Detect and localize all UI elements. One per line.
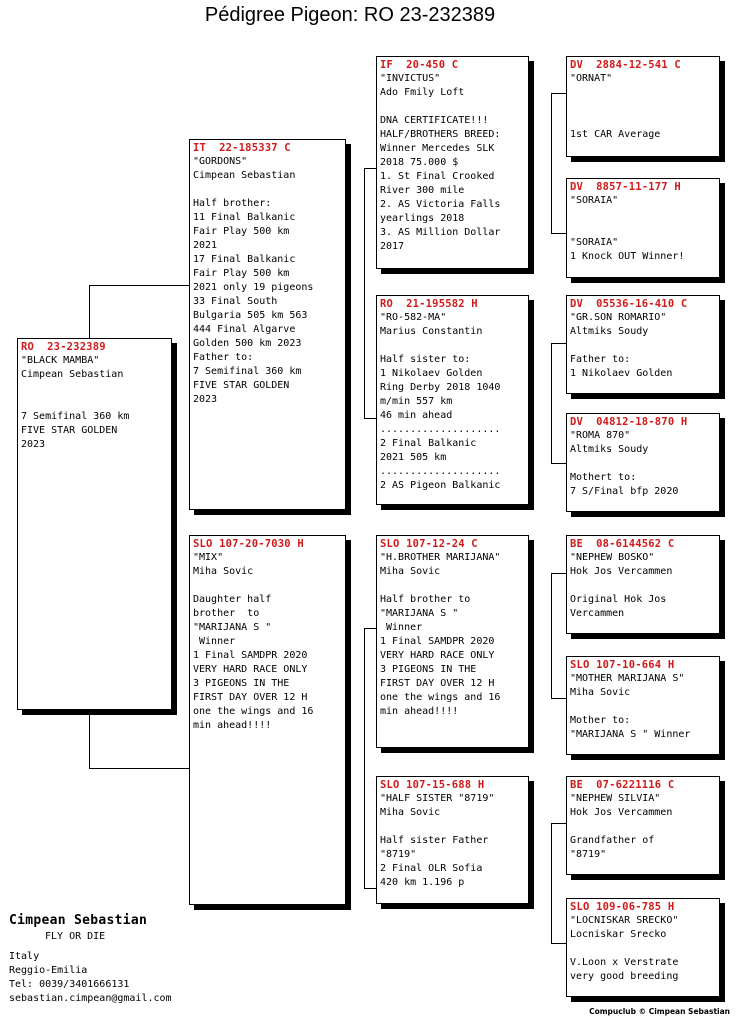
connector-dam-ds — [364, 628, 376, 629]
connector-subject-dam-h — [89, 768, 190, 769]
bird-info-line: Miha Sovic — [193, 566, 254, 577]
bird-info-line — [570, 339, 716, 353]
bird-info-line: 1. St Final Crooked — [380, 171, 495, 182]
bird-info-line: Miha Sovic — [380, 807, 441, 818]
bird-info-line — [570, 100, 716, 114]
bird-info-line: 2017 — [380, 241, 405, 252]
bird-info-line: Vercammen — [570, 608, 625, 619]
bird-info-line: FIVE STAR GOLDEN — [21, 425, 118, 436]
bird-info-line: "ORNAT" — [570, 73, 613, 84]
connector-sd-sdd — [551, 463, 566, 464]
bird-card-sire-sire — [376, 56, 529, 269]
bird-info-line: VERY HARD RACE ONLY — [380, 650, 495, 661]
bird-info-line: 7 Semifinal 360 km — [21, 411, 130, 422]
bird-info-line: Altmiks Soudy — [570, 326, 649, 337]
bird-info-line: 1 Knock OUT Winner! — [570, 251, 685, 262]
bird-info-line: FIRST DAY OVER 12 H — [193, 692, 308, 703]
ring-number: BE 07-6221116 C — [570, 779, 675, 791]
connector-ds-parents — [551, 573, 552, 698]
connector-ds-dss — [551, 573, 566, 574]
bird-card-dsd — [566, 656, 720, 755]
bird-info-line: very good breeding — [570, 971, 679, 982]
bird-info-line: 1 Final SAMDPR 2020 — [380, 636, 495, 647]
ring-number: DV 2884-12-541 C — [570, 59, 681, 71]
ring-number: RO 21-195582 H — [380, 298, 478, 310]
bird-info-line: 7 S/Final bfp 2020 — [570, 486, 679, 497]
bird-info-line: "LOCNISKAR SRECKO" — [570, 915, 679, 926]
bird-info-line: VERY HARD RACE ONLY — [193, 664, 308, 675]
bird-info-line — [570, 579, 716, 593]
bird-info-line: "NEPHEW BOSKO" — [570, 552, 655, 563]
bird-info-line: Fair Play 500 km — [193, 268, 290, 279]
bird-info-line: 2 Final Balkanic — [380, 438, 477, 449]
bird-info-line — [570, 457, 716, 471]
bird-info-line — [380, 820, 525, 834]
bird-info-line — [193, 183, 342, 197]
bird-info-line: Half sister Father — [380, 835, 489, 846]
bird-info-line: 1 Nikolaev Golden — [570, 368, 673, 379]
connector-sd-parents — [551, 343, 552, 463]
bird-info-line: 3 PIGEONS IN THE — [380, 664, 477, 675]
bird-info-line: 2021 only 19 pigeons — [193, 282, 314, 293]
bird-info-line: Half brother: — [193, 198, 272, 209]
bird-info-line: FIVE STAR GOLDEN — [193, 380, 290, 391]
bird-info-line: "SORAIA" — [570, 195, 619, 206]
bird-card-dam-dam — [376, 776, 529, 904]
ring-number: SLO 107-15-688 H — [380, 779, 485, 791]
bird-info-line: 2 Final OLR Sofia — [380, 863, 483, 874]
bird-info-line: 3 PIGEONS IN THE — [193, 678, 290, 689]
bird-info-line: Winner — [380, 622, 423, 633]
bird-info-line: 2023 — [193, 394, 218, 405]
bird-info-line: min ahead!!!! — [193, 720, 272, 731]
bird-info-line: Miha Sovic — [570, 687, 631, 698]
connector-sire-sd — [364, 418, 376, 419]
bird-info-line: 444 Final Algarve — [193, 324, 296, 335]
connector-ss-parents — [551, 93, 552, 233]
bird-info-line: one the wings and 16 — [193, 706, 314, 717]
bird-info-line: Hok Jos Vercammen — [570, 566, 673, 577]
bird-info-line: Mother to: — [570, 715, 631, 726]
bird-info-line: Cimpean Sebastian — [21, 369, 124, 380]
connector-ds-dsd — [551, 698, 566, 699]
bird-info-line: Miha Sovic — [380, 566, 441, 577]
ring-number: BE 08-6144562 C — [570, 538, 675, 550]
bird-info-line: DNA CERTIFICATE!!! — [380, 115, 489, 126]
owner-motto: FLY OR DIE — [45, 931, 106, 942]
bird-info-line: Hok Jos Vercammen — [570, 807, 673, 818]
bird-info-line: "8719" — [380, 849, 417, 860]
bird-card-ssd — [566, 178, 720, 278]
bird-card-dds — [566, 776, 720, 875]
connector-sire-ss — [364, 168, 376, 169]
page-title: Pédigree Pigeon: RO 23-232389 — [204, 4, 496, 26]
bird-info-line — [570, 942, 716, 956]
connector-dd-dds — [551, 823, 566, 824]
bird-info-line: "HALF SISTER "8719" — [380, 793, 495, 804]
bird-info-line: .................... — [380, 466, 501, 477]
bird-info-line: River 300 mile — [380, 185, 465, 196]
bird-info-line — [380, 579, 525, 593]
bird-info-line: 2021 505 km — [380, 452, 447, 463]
bird-info-line: 2023 — [21, 439, 46, 450]
ring-number: SLO 107-20-7030 H — [193, 538, 304, 550]
owner-email[interactable]: sebastian.cimpean@gmail.com — [9, 993, 172, 1004]
bird-info-line: min ahead!!!! — [380, 706, 459, 717]
connector-sd-sds — [551, 343, 566, 344]
ring-number: IT 22-185337 C — [193, 142, 291, 154]
bird-info-line: 1 Final SAMDPR 2020 — [193, 650, 308, 661]
ring-number: SLO 109-06-785 H — [570, 901, 675, 913]
owner-name: Cimpean Sebastian — [9, 913, 148, 928]
bird-info-line: 17 Final Balkanic — [193, 254, 296, 265]
bird-info-line: Marius Constantin — [380, 326, 483, 337]
bird-info-line: HALF/BROTHERS BREED: — [380, 129, 501, 140]
connector-subject-sire — [89, 285, 90, 339]
connector-subject-dam — [89, 710, 90, 768]
bird-info-line: "8719" — [570, 849, 607, 860]
bird-info-line: 46 min ahead — [380, 410, 453, 421]
bird-info-line — [21, 382, 168, 396]
bird-card-dss — [566, 535, 720, 634]
bird-info-line: Bulgaria 505 km 563 — [193, 310, 308, 321]
bird-info-line — [570, 700, 716, 714]
connector-dd-parents — [551, 823, 552, 943]
bird-info-line: "H.BROTHER MARIJANA" — [380, 552, 501, 563]
bird-info-line: Winner — [193, 636, 236, 647]
bird-info-line — [570, 114, 716, 128]
bird-card-ddd — [566, 898, 720, 997]
bird-info-line — [570, 222, 716, 236]
bird-info-line: Golden 500 km 2023 — [193, 338, 302, 349]
bird-info-line: "BLACK MAMBA" — [21, 355, 100, 366]
connector-dam-parents — [364, 628, 365, 888]
bird-info-line: "NEPHEW SILVIA" — [570, 793, 661, 804]
bird-info-line: 2 AS Pigeon Balkanic — [380, 480, 501, 491]
bird-info-line: Father to: — [193, 352, 254, 363]
connector-ss-sss — [551, 93, 566, 94]
bird-info-line: Mothert to: — [570, 472, 637, 483]
bird-info-line: 11 Final Balkanic — [193, 212, 296, 223]
bird-info-line: 2018 75.000 $ — [380, 157, 459, 168]
bird-info-line — [570, 820, 716, 834]
bird-info-line: Daughter half — [193, 594, 272, 605]
bird-info-line: 2. AS Victoria Falls — [380, 199, 501, 210]
bird-info-line: "MIX" — [193, 552, 224, 563]
bird-info-line: "GORDONS" — [193, 156, 248, 167]
bird-info-line: Grandfather of — [570, 835, 655, 846]
owner-country: Italy — [9, 951, 40, 962]
owner-info — [9, 912, 172, 1006]
bird-info-line: .................... — [380, 424, 501, 435]
owner-phone: Tel: 0039/3401666131 — [9, 979, 130, 990]
bird-info-line: "MARIJANA S " — [193, 622, 272, 633]
ring-number: IF 20-450 C — [380, 59, 459, 71]
connector-ss-ssd — [551, 233, 566, 234]
connector-dd-ddd — [551, 943, 566, 944]
bird-info-line — [380, 339, 525, 353]
bird-info-line: brother to — [193, 608, 260, 619]
bird-info-line: m/min 557 km — [380, 396, 453, 407]
bird-info-line: "MARIJANA S " Winner — [570, 729, 691, 740]
bird-info-line: "RO-582-MA" — [380, 312, 447, 323]
bird-info-line: Cimpean Sebastian — [193, 170, 296, 181]
bird-info-line — [570, 86, 716, 100]
connector-dam-dd — [364, 888, 376, 889]
bird-info-line: one the wings and 16 — [380, 692, 501, 703]
bird-info-line — [21, 396, 168, 410]
ring-number: SLO 107-10-664 H — [570, 659, 675, 671]
ring-number: DV 05536-16-410 C — [570, 298, 688, 310]
bird-info-line: "SORAIA" — [570, 237, 619, 248]
bird-info-line: 7 Semifinal 360 km — [193, 366, 302, 377]
ring-number: DV 8857-11-177 H — [570, 181, 681, 193]
bird-info-line: Altmiks Soudy — [570, 444, 649, 455]
connector-sire-parents — [364, 168, 365, 418]
bird-info-line: Winner Mercedes SLK — [380, 143, 495, 154]
ring-number: RO 23-232389 — [21, 341, 106, 353]
bird-info-line: "MOTHER MARIJANA S" — [570, 673, 685, 684]
bird-card-dam-sire — [376, 535, 529, 748]
bird-card-sire — [189, 139, 346, 510]
bird-info-line: 33 Final South — [193, 296, 278, 307]
bird-card-sdd — [566, 413, 720, 512]
bird-info-line: Half brother to — [380, 594, 471, 605]
owner-city: Reggio-Emilia — [9, 965, 88, 976]
bird-info-line: Ado Fmily Loft — [380, 87, 465, 98]
bird-info-line: Locniskar Srecko — [570, 929, 667, 940]
bird-info-line: 1 Nikolaev Golden — [380, 368, 483, 379]
bird-info-line: Original Hok Jos — [570, 594, 667, 605]
ring-number: SLO 107-12-24 C — [380, 538, 478, 550]
bird-info-line: "INVICTUS" — [380, 73, 441, 84]
bird-info-line: 2021 — [193, 240, 218, 251]
bird-info-line: "GR.SON ROMARIO" — [570, 312, 667, 323]
bird-info-line: 3. AS Million Dollar — [380, 227, 501, 238]
bird-info-line: 420 km 1.196 p — [380, 877, 465, 888]
bird-info-line — [570, 208, 716, 222]
bird-card-sds — [566, 295, 720, 394]
bird-info-line: Father to: — [570, 354, 631, 365]
bird-info-line: Half sister to: — [380, 354, 471, 365]
connector-subject-sire-h — [89, 285, 190, 286]
bird-info-line: "ROMA 870" — [570, 430, 631, 441]
bird-card-sire-dam — [376, 295, 529, 505]
bird-info-line: V.Loon x Verstrate — [570, 957, 679, 968]
bird-info-line — [193, 579, 342, 593]
ring-number: DV 04812-18-870 H — [570, 416, 688, 428]
bird-card-subject — [17, 338, 172, 710]
bird-info-line: yearlings 2018 — [380, 213, 465, 224]
bird-info-line: 1st CAR Average — [570, 129, 661, 140]
bird-info-line: "MARIJANA S " — [380, 608, 459, 619]
bird-card-dam — [189, 535, 346, 905]
footer-credit: Compuclub © Cimpean Sebastian — [589, 1007, 730, 1016]
bird-info-line: Fair Play 500 km — [193, 226, 290, 237]
bird-info-line: FIRST DAY OVER 12 H — [380, 678, 495, 689]
bird-card-sss — [566, 56, 720, 157]
bird-info-line: Ring Derby 2018 1040 — [380, 382, 501, 393]
bird-info-line — [380, 100, 525, 114]
